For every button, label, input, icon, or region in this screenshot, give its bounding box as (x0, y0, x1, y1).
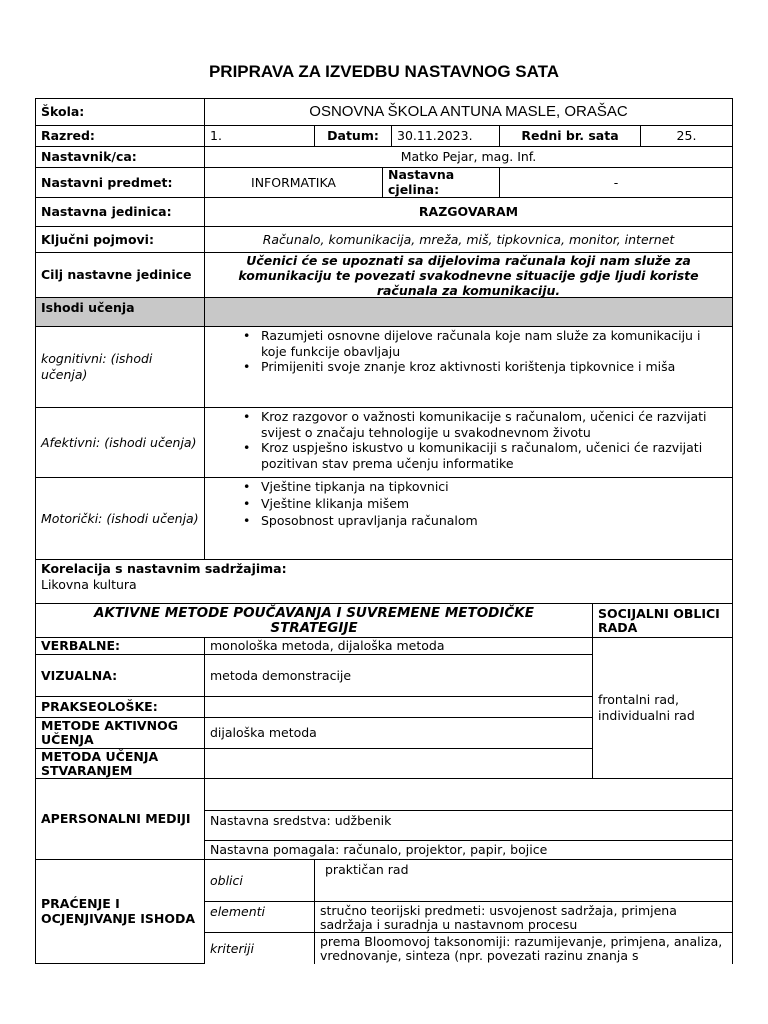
label-cilj: Cilj nastavne jedinice (35, 252, 205, 298)
value-aktivno-ucenje: dijaloška metoda (204, 717, 593, 749)
value-jedinica: RAZGOVARAM (204, 197, 733, 227)
label-ucenje-stvaranjem: METODA UČENJA STVARANJEM (35, 748, 205, 779)
label-skola: Škola: (35, 98, 205, 126)
list-item: • Primijeniti svoje znanje kroz aktivnosti korištenja tipkovnice i miša (261, 359, 726, 375)
label-vizualna: VIZUALNA: (35, 654, 205, 697)
label-afektivni: Afektivni: (ishodi učenja) (35, 407, 205, 478)
label-ishodi: Ishodi učenja (35, 297, 205, 327)
value-skola: OSNOVNA ŠKOLA ANTUNA MASLE, ORAŠAC (204, 98, 733, 126)
label-korelacija: Korelacija s nastavnim sadržajima: (41, 561, 287, 576)
lesson-plan-table (35, 98, 733, 964)
value-nastavnik: Matko Pejar, mag. Inf. (204, 146, 733, 168)
value-oblici: praktičan rad (314, 859, 733, 902)
list-item: • Vještine klikanja mišem (261, 495, 726, 512)
metode-header: AKTIVNE METODE POUČAVANJA I SUVREMENE METODIČKE STRATEGIJE (35, 603, 593, 638)
label-kognitivni: kognitivni: (ishodi učenja) (35, 326, 205, 408)
list-item: • Kroz razgovor o važnosti komunikacije s računalom, učenici će razvijati svijest o značaju tehnologije u svakodnevnom životu (261, 409, 726, 440)
value-cjelina: - (499, 167, 733, 198)
list-item: • Sposobnost upravljanja računalom (261, 512, 726, 529)
label-cjelina: Nastavna cjelina: (382, 167, 500, 198)
label-elementi: elementi (204, 901, 315, 933)
label-motoricki: Motorički: (ishodi učenja) (35, 477, 205, 560)
value-predmet: INFORMATIKA (204, 167, 383, 198)
value-verbalne: monološka metoda, dijaloška metoda (204, 637, 593, 655)
label-jedinica: Nastavna jedinica: (35, 197, 205, 227)
label-predmet: Nastavni predmet: (35, 167, 205, 198)
value-korelacija: Likovna kultura (41, 576, 137, 592)
value-nastavna-pomagala: Nastavna pomagala: računalo, projektor, papir, bojice (204, 840, 733, 860)
label-verbalne: VERBALNE: (35, 637, 205, 655)
label-prakseoloske: PRAKSEOLOŠKE: (35, 696, 205, 718)
value-elementi: stručno teorijski predmeti: usvojenost sadržaja, primjena sadržaja i suradnja u nastavnom procesu (314, 901, 733, 933)
socijalni-value: frontalni rad, individualni rad (592, 637, 733, 779)
label-kriteriji: kriteriji (204, 932, 315, 964)
value-datum: 30.11.2023. (391, 125, 500, 147)
value-cilj: Učenici će se upoznati sa dijelovima računala koji nam služe za komunikaciju te povezati svakodnevne situacije gdje ljudi koriste računala za komunikaciju. (204, 252, 733, 298)
mediji-empty (204, 778, 733, 811)
kognitivni-outcomes (204, 326, 733, 408)
value-pojmovi: Računalo, komunikacija, mreža, miš, tipkovnica, monitor, internet (204, 226, 733, 253)
label-aktivno-ucenje: METODE AKTIVNOG UČENJA (35, 717, 205, 749)
label-pracenje: PRAĆENJE I OCJENJIVANJE ISHODA (35, 859, 205, 964)
label-nastavnik: Nastavnik/ca: (35, 146, 205, 168)
list-item: • Razumjeti osnovne dijelove računala koje nam služe za komunikaciju i koje funkcije obavljaju (261, 328, 726, 359)
value-prakseoloske (204, 696, 593, 718)
value-redni-broj: 25. (640, 125, 733, 147)
ishodi-header-fill (204, 297, 733, 327)
afektivni-outcomes (204, 407, 733, 478)
value-razred: 1. (204, 125, 315, 147)
value-kriteriji: prema Bloomovoj taksonomiji: razumijevanje, primjena, analiza, vrednovanje, sinteza (npr. povezati razinu znanja s (314, 932, 733, 964)
socijalni-header: SOCIJALNI OBLICI RADA (592, 603, 733, 638)
label-mediji: APERSONALNI MEDIJI (35, 778, 205, 860)
label-redni-broj: Redni br. sata (499, 125, 641, 147)
value-nastavna-sredstva: Nastavna sredstva: udžbenik (204, 810, 733, 841)
list-item: • Vještine tipkanja na tipkovnici (261, 478, 726, 495)
label-pojmovi: Ključni pojmovi: (35, 226, 205, 253)
list-item: • Kroz uspješno iskustvo u komunikaciji s računalom, učenici će razvijati pozitivan stav prema učenju informatike (261, 440, 726, 471)
motoricki-outcomes (204, 477, 733, 560)
label-oblici: oblici (204, 859, 315, 902)
value-ucenje-stvaranjem (204, 748, 593, 779)
label-datum: Datum: (314, 125, 392, 147)
value-vizualna: metoda demonstracije (204, 654, 593, 697)
korelacija-row (35, 559, 733, 604)
label-razred: Razred: (35, 125, 205, 147)
document-title: PRIPRAVA ZA IZVEDBU NASTAVNOG SATA (208, 62, 560, 81)
